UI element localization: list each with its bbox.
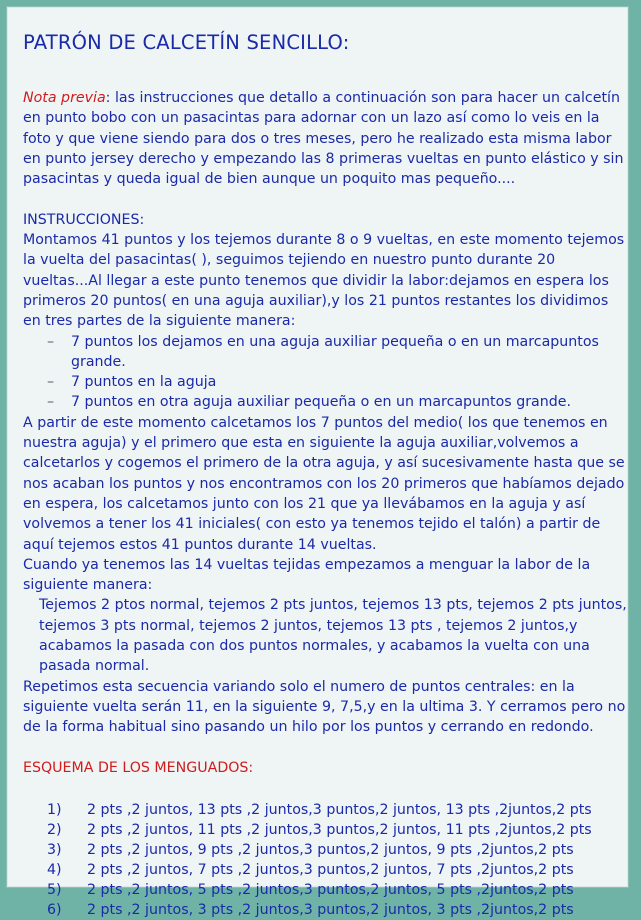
split-list xyxy=(23,332,629,413)
instructions-intro: Montamos 41 puntos y los tejemos durante 8 o 9 vueltas, en este momento tejemos la vuelta del pasacintas( ), seguimos tejiendo en nuestro punto durante 20 vueltas...Al llegar a este punto tenemos que dividir la labor:dejamos en espera los primeros 20 puntos( en una aguja auxiliar),y los 21 puntos restantes los dividimos en tres partes de la siguiente manera: xyxy=(23,232,625,330)
scheme-row xyxy=(47,800,629,820)
row-text: 2 pts ,2 juntos, 13 pts ,2 juntos,3 puntos,2 juntos, 13 pts ,2juntos,2 pts xyxy=(87,802,592,819)
list-item: – 7 puntos los dejamos en una aguja auxiliar pequeña o en un marcapuntos grande. xyxy=(47,333,599,370)
repeat-paragraph: Repetimos esta secuencia variando solo el numero de puntos centrales: en la siguiente vuelta serán 11, en la siguiente 9, 7,5,y en la ultima 3. Y cerramos pero no de la forma habitual sino pasando un hilo por los puntos y cerrando en redondo. xyxy=(23,678,626,736)
row-text: 2 pts ,2 juntos, 7 pts ,2 juntos,3 puntos,2 juntos, 7 pts ,2juntos,2 pts xyxy=(87,862,574,879)
row-text: 2 pts ,2 juntos, 11 pts ,2 juntos,3 puntos,2 juntos, 11 pts ,2juntos,2 pts xyxy=(87,822,592,839)
row-number: 4) xyxy=(47,862,62,879)
scheme-heading: ESQUEMA DE LOS MENGUADOS: xyxy=(23,759,254,776)
page-title: PATRÓN DE CALCETÍN SENCILLO: xyxy=(23,31,350,54)
dash-bullet-icon: – xyxy=(47,394,55,411)
spacer xyxy=(23,778,629,800)
dash-bullet-icon: – xyxy=(47,374,55,391)
row-number: 1) xyxy=(47,802,62,819)
row-number: 5) xyxy=(47,882,62,899)
decrease-intro-paragraph: Cuando ya tenemos las 14 vueltas tejidas empezamos a menguar la labor de la siguiente manera: xyxy=(23,556,591,594)
heel-paragraph: A partir de este momento calcetamos los 7 puntos del medio( los que tenemos en nuestra aguja) y el primero que esta en siguiente la aguja auxiliar,volvemos a calcetarlos y cogemos el primero de la otra aguja, y así sucesivamente hasta que se nos acaban los puntos y nos encontramos con los 20 primeros que habíamos dejado en espera, los calcetamos junto con los 21 que ya llevábamos en la aguja y así volvemos a tener los 41 iniciales( con esto ya tenemos tejido el talón) a partir de aquí tejemos estos 41 puntos durante 14 vueltas. xyxy=(23,414,625,553)
scheme-row xyxy=(47,840,629,860)
row-number: 6) xyxy=(47,902,62,919)
row-text: 2 pts ,2 juntos, 3 pts ,2 juntos,3 puntos,2 juntos, 3 pts ,2juntos,2 pts xyxy=(87,902,574,919)
list-item: – 7 puntos en la aguja xyxy=(47,372,629,392)
spacer xyxy=(23,738,629,758)
decrease-steps-paragraph: Tejemos 2 ptos normal, tejemos 2 pts juntos, tejemos 13 pts, tejemos 2 pts juntos, tejemos 3 pts normal, tejemos 2 juntos, tejemos 13 pts , tejemos 2 juntos,y acabamos la pasada con dos puntos normales, y acabamos la vuelta con una pasada normal. xyxy=(39,597,627,675)
pattern-document xyxy=(23,29,629,920)
spacer xyxy=(23,189,629,209)
scheme-row xyxy=(47,900,629,920)
document-page xyxy=(6,6,629,919)
row-text: 2 pts ,2 juntos, 5 pts ,2 juntos,3 puntos,2 juntos, 5 pts ,2juntos,2 pts xyxy=(87,882,574,899)
instructions-heading: INSTRUCCIONES: xyxy=(23,211,145,228)
row-text: 2 pts ,2 juntos, 9 pts ,2 juntos,3 puntos,2 juntos, 9 pts ,2juntos,2 pts xyxy=(87,842,574,859)
scheme-row xyxy=(47,820,629,840)
row-number: 3) xyxy=(47,842,62,859)
note-label: Nota previa xyxy=(23,90,106,106)
decrease-scheme-list xyxy=(23,800,629,920)
scheme-row xyxy=(47,880,629,900)
scheme-row xyxy=(47,860,629,880)
note-text: : las instrucciones que detallo a continuación son para hacer un calcetín en punto bobo con un pasacintas para adornar con un lazo así como lo veis en la foto y que viene siendo para dos o tres meses, pero he realizado esta misma labor en punto jersey derecho y empezando las 8 primeras vueltas en punto elástico y sin pasacintas y queda igual de bien aunque un poquito mas pequeño.... xyxy=(23,90,624,188)
dash-bullet-icon: – xyxy=(47,333,55,350)
list-item: – 7 puntos en otra aguja auxiliar pequeña o en un marcapuntos grande. xyxy=(47,392,629,412)
row-number: 2) xyxy=(47,822,62,839)
note-paragraph xyxy=(23,88,629,189)
